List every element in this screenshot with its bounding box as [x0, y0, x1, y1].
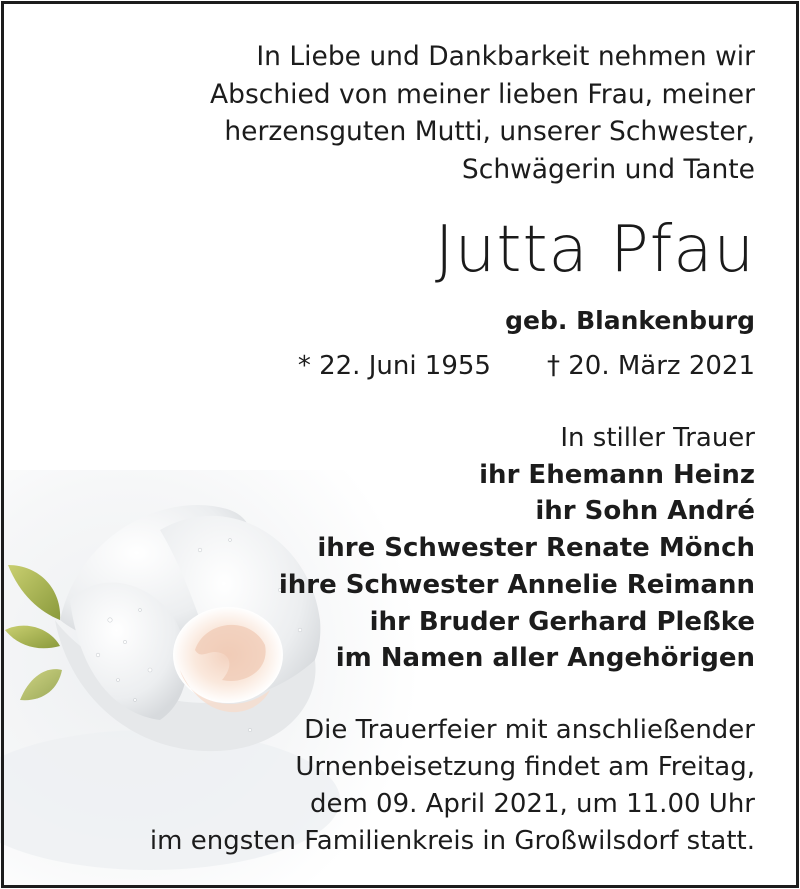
mourner-name: ihr Sohn André	[535, 496, 755, 527]
intro-line: Abschied von meiner lieben Frau, meiner	[210, 78, 755, 110]
mourner-name: ihre Schwester Annelie Reimann	[278, 569, 755, 600]
intro-line: Schwägerin und Tante	[461, 153, 755, 185]
funeral-line: Die Trauerfeier mit anschließender	[304, 715, 755, 745]
funeral-line: dem 09. April 2021, um 11.00 Uhr	[309, 789, 755, 819]
birth-date: * 22. Juni 1955	[297, 351, 491, 381]
mourner-name: im Namen aller Angehörigen	[335, 643, 755, 674]
intro-line: In Liebe und Dankbarkeit nehmen wir	[256, 41, 755, 72]
death-date: † 20. März 2021	[546, 351, 755, 381]
intro-text	[210, 38, 755, 188]
mourner-name: ihr Bruder Gerhard Pleßke	[369, 606, 755, 637]
intro-line: herzensguten Mutti, unserer Schwester,	[224, 116, 755, 147]
mourner-name: ihre Schwester Renate Mönch	[317, 533, 755, 564]
deceased-name: Jutta Pfau	[434, 213, 755, 287]
life-dates	[298, 348, 755, 384]
mourner-name: ihr Ehemann Heinz	[479, 459, 755, 490]
mourning-lead: In stiller Trauer	[560, 423, 755, 453]
mourners-block	[279, 420, 755, 677]
funeral-line: im engsten Familienkreis in Großwilsdorf statt.	[149, 826, 755, 856]
funeral-info	[150, 712, 755, 860]
funeral-line: Urnenbeisetzung findet am Freitag,	[295, 752, 755, 782]
maiden-name: geb. Blankenburg	[505, 306, 755, 335]
